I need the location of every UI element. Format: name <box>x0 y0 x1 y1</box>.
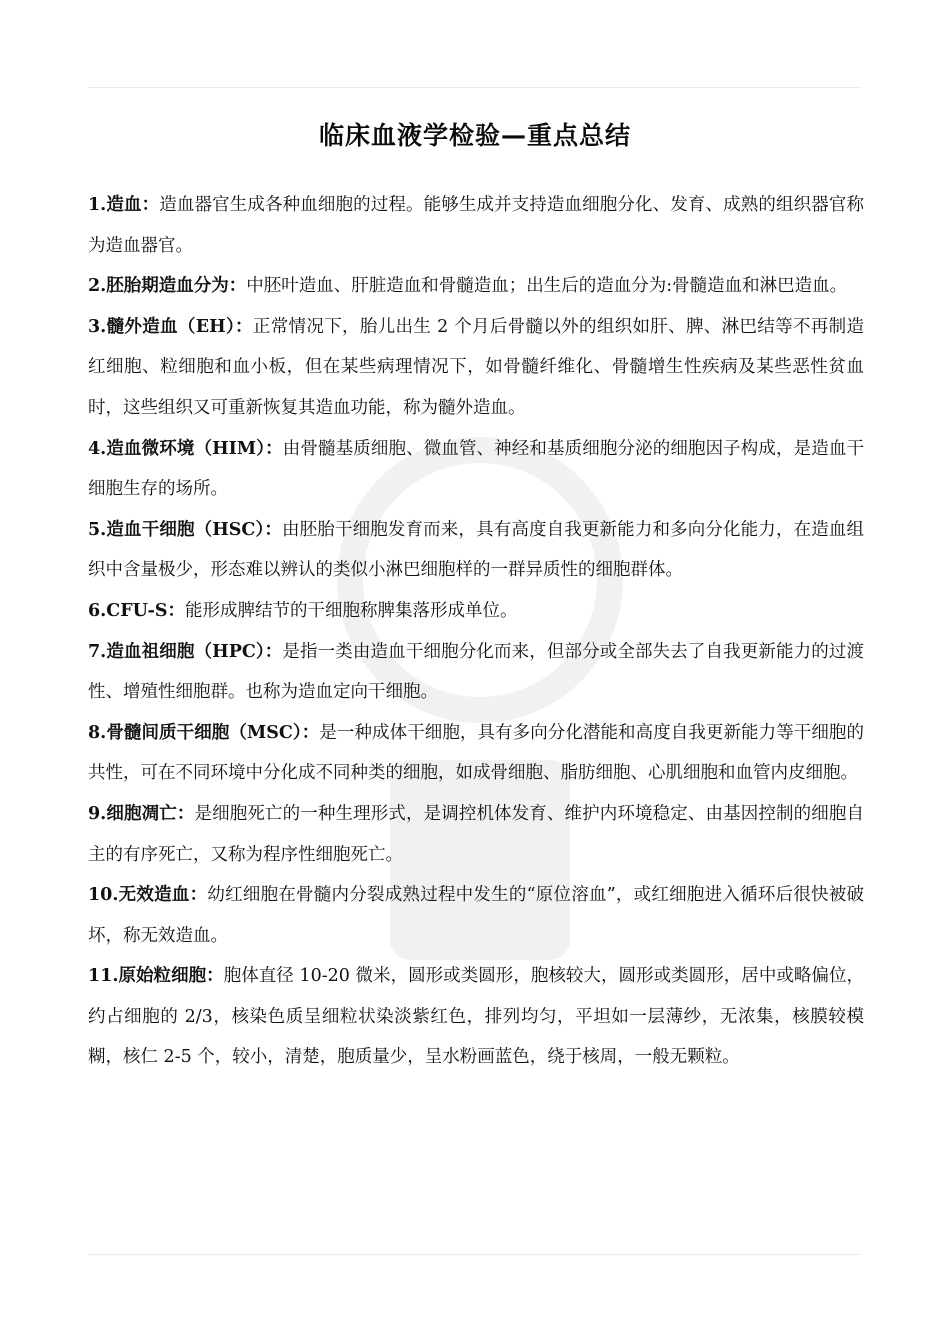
entry-term: 3.髓外造血（EH）： <box>88 316 253 337</box>
header-divider <box>88 87 862 88</box>
entry-apoptosis <box>88 794 864 875</box>
entry-text: 幼红细胞在骨髓内分裂成熟过程中发生的“原位溶血”，或红细胞进入循环后很快被破坏，称无效造血。 <box>88 885 865 946</box>
entry-text: 是一种成体干细胞，具有多向分化潜能和高度自我更新能力等干细胞的共性，可在不同环境中分化成不同种类的细胞，如成骨细胞、脂肪细胞、心肌细胞和血管内皮细胞。 <box>88 722 864 784</box>
entry-text: 是细胞死亡的一种生理形式，是调控机体发育、维护内环境稳定、由基因控制的细胞自主的有序死亡，又称为程序性细胞死亡。 <box>88 803 864 865</box>
entry-text: 能形成脾结节的干细胞称脾集落形成单位。 <box>184 600 518 621</box>
entry-text: 由骨髓基质细胞、微血管、神经和基质细胞分泌的细胞因子构成，是造血干细胞生存的场所。 <box>88 438 864 500</box>
entry-term: 7.造血祖细胞（HPC）： <box>88 641 283 662</box>
entry-hematopoiesis <box>88 185 864 266</box>
document-body <box>88 185 864 1078</box>
entry-term: 5.造血干细胞（HSC）： <box>88 519 283 540</box>
entry-hematopoietic-microenvironment <box>88 429 864 510</box>
entry-term: 10.无效造血： <box>88 885 208 906</box>
entry-ineffective-hematopoiesis <box>88 875 864 956</box>
entry-term: 2.胚胎期造血分为： <box>88 276 247 297</box>
entry-term: 9.细胞凋亡： <box>88 803 195 824</box>
entry-mesenchymal-stem-cell <box>88 713 864 794</box>
entry-term: 6.CFU-S： <box>88 600 185 621</box>
entry-cfu-s <box>88 591 864 632</box>
entry-term: 8.骨髓间质干细胞（MSC）： <box>88 722 320 743</box>
entry-extramedullary-hematopoiesis <box>88 307 864 429</box>
entry-text: 是指一类由造血干细胞分化而来，但部分或全部失去了自我更新能力的过渡性、增殖性细胞群。也称为造血定向干细胞。 <box>88 641 865 703</box>
entry-hematopoietic-stem-cell <box>88 510 864 591</box>
entry-term: 11.原始粒细胞： <box>88 966 224 987</box>
footer-divider <box>88 1254 862 1255</box>
entry-hematopoietic-progenitor-cell <box>88 632 864 713</box>
entry-text: 中胚叶造血、肝脏造血和骨髓造血；出生后的造血分为:骨髓造血和淋巴造血。 <box>246 276 848 297</box>
entry-myeloblast <box>88 956 864 1078</box>
document-title: 临床血液学检验—重点总结 <box>318 121 631 150</box>
entry-term: 4.造血微环境（HIM）： <box>88 438 283 459</box>
entry-term: 1.造血： <box>88 195 160 215</box>
entry-text: 正常情况下，胎儿出生 2 个月后骨髓以外的组织如肝、脾、淋巴结等不再制造红细胞、粒细胞和血小板，但在某些病理情况下，如骨髓纤维化、骨髓增生性疾病及某些恶性贫血时，这些组织又可重新恢复其造血功能，称为髓外造血。 <box>88 316 864 418</box>
entry-text: 造血器官生成各种血细胞的过程。能够生成并支持造血细胞分化、发育、成熟的组织器官称为造血器官。 <box>88 195 864 256</box>
entry-text: 由胚胎干细胞发育而来，具有高度自我更新能力和多向分化能力，在造血组织中含量极少，形态难以辨认的类似小淋巴细胞样的一群异质性的细胞群体。 <box>88 519 865 581</box>
entry-embryonic-hematopoiesis <box>88 266 864 307</box>
entry-text: 胞体直径 10-20 微米，圆形或类圆形，胞核较大，圆形或类圆形，居中或略偏位，约占细胞的 2/3，核染色质呈细粒状染淡紫红色，排列均匀，平坦如一层薄纱，无浓集，核膜较模糊，核仁 2-5 个，较小，清楚，胞质量少，呈水粉画蓝色，绕于核周，一般无颗粒。 <box>88 966 864 1068</box>
